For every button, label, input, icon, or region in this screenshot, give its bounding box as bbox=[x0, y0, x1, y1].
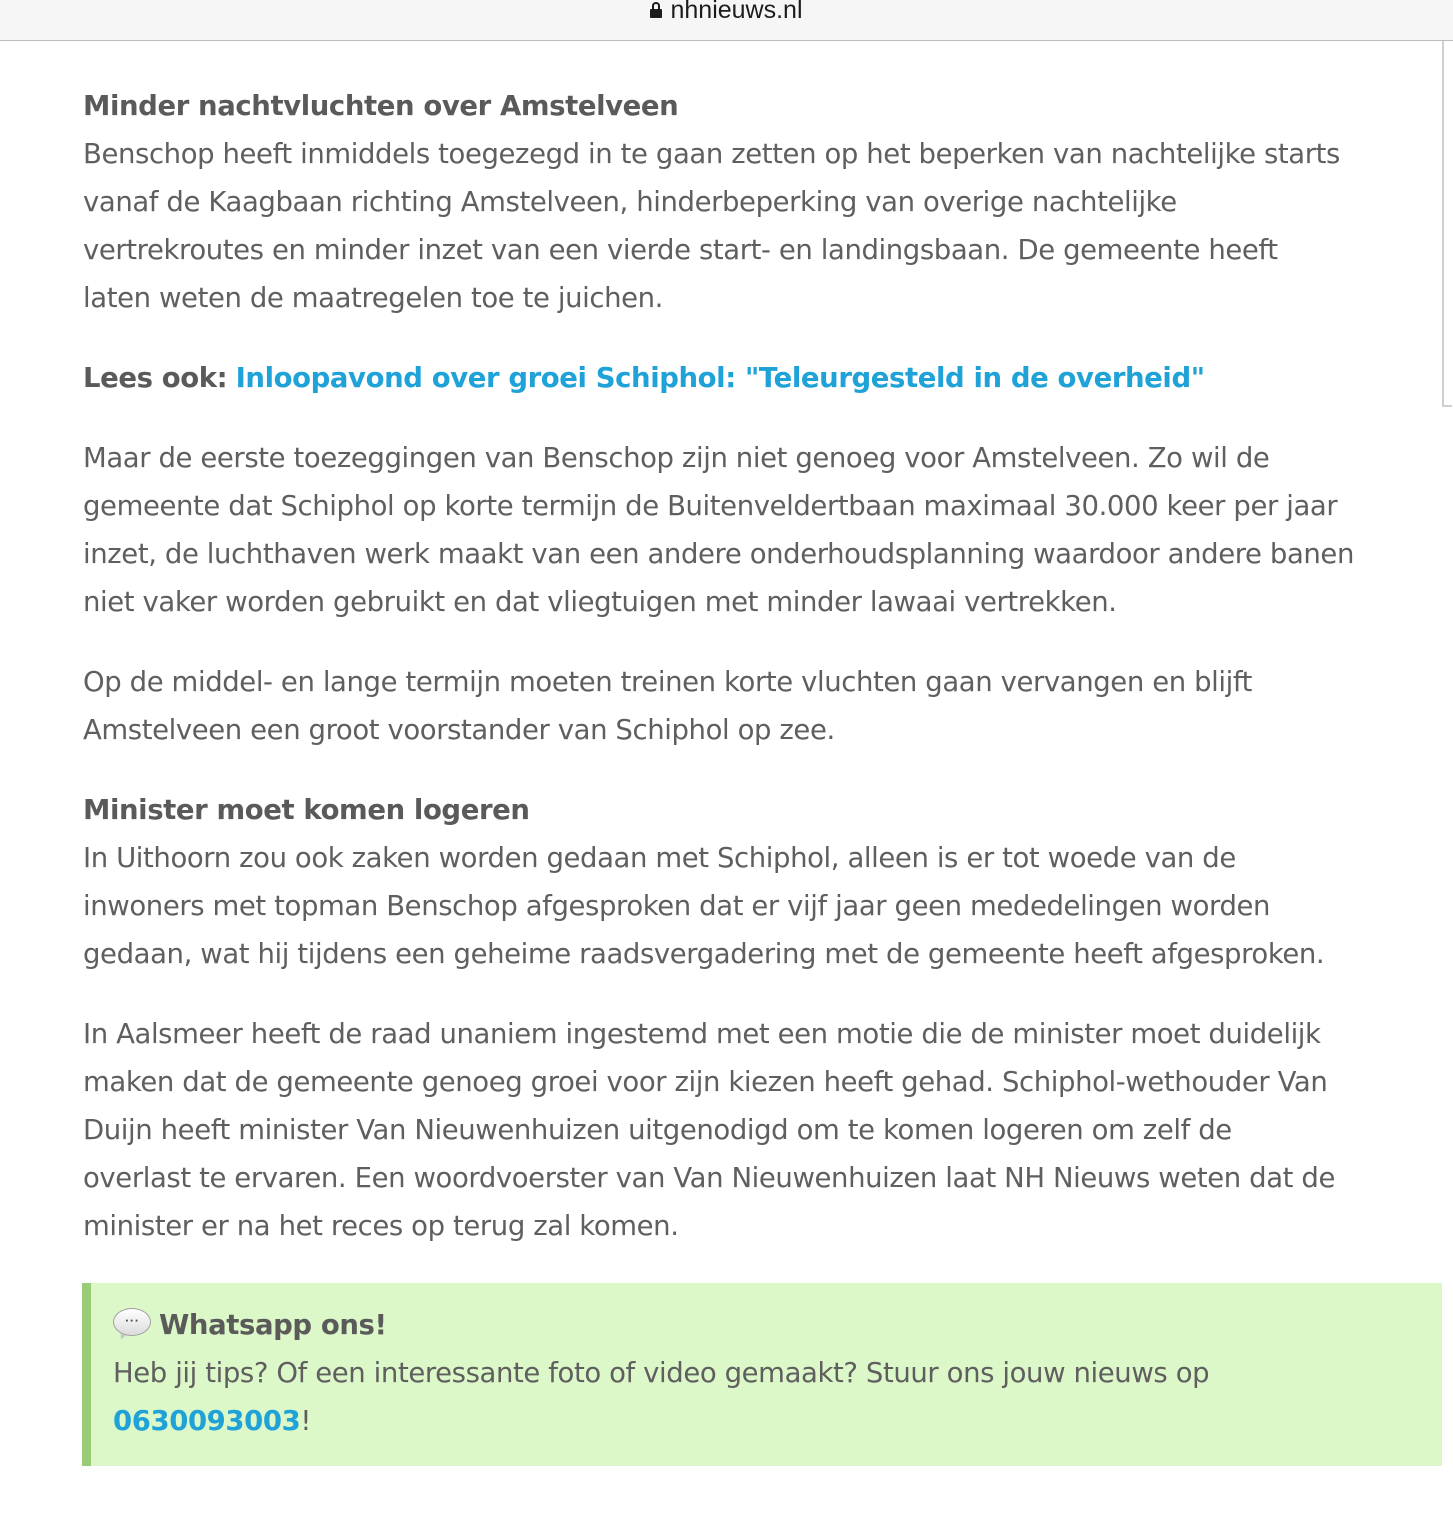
callout-title: Whatsapp ons! bbox=[159, 1309, 387, 1341]
text-line: minister er na het reces op terug zal komen. bbox=[83, 1210, 679, 1242]
text-line: inwoners met topman Benschop afgesproken dat er vijf jaar geen mededelingen worden bbox=[83, 890, 1271, 922]
text-line: vanaf de Kaagbaan richting Amstelveen, hinderbeperking van overige nachtelijke bbox=[83, 186, 1177, 218]
paragraph-uithoorn bbox=[83, 834, 1448, 978]
text-line: vertrekroutes en minder inzet van een vierde start- en landingsbaan. De gemeente heeft bbox=[83, 234, 1278, 266]
text-line: overlast te ervaren. Een woordvoerster van Van Nieuwenhuizen laat NH Nieuws weten dat de bbox=[83, 1162, 1335, 1194]
paragraph-long-term bbox=[83, 658, 1448, 754]
callout-phone-row bbox=[113, 1397, 1442, 1445]
section-heading-minister: Minister moet komen logeren bbox=[83, 794, 530, 826]
lock-icon bbox=[650, 2, 662, 18]
text-line: Maar de eerste toezeggingen van Benschop zijn niet genoeg voor Amstelveen. Zo wil de bbox=[83, 442, 1270, 474]
whatsapp-callout bbox=[82, 1283, 1442, 1466]
callout-text: Heb jij tips? Of een interessante foto of video gemaakt? Stuur ons jouw nieuws op bbox=[113, 1357, 1210, 1389]
text-line: Benschop heeft inmiddels toegezegd in te gaan zetten op het beperken van nachtelijke starts bbox=[83, 138, 1340, 170]
url-text: nhnieuws.nl bbox=[670, 0, 803, 24]
text-line: laten weten de maatregelen toe te juichen. bbox=[83, 282, 664, 314]
url-display[interactable] bbox=[650, 0, 802, 24]
paragraph-aalsmeer bbox=[83, 1010, 1448, 1250]
text-line: Duijn heeft minister Van Nieuwenhuizen uitgenodigd om te komen logeren om zelf de bbox=[83, 1114, 1232, 1146]
text-line: inzet, de luchthaven werk maakt van een andere onderhoudsplanning waardoor andere banen bbox=[83, 538, 1354, 570]
browser-address-bar[interactable] bbox=[0, 0, 1453, 41]
callout-suffix: ! bbox=[300, 1405, 311, 1437]
text-line: Amstelveen een groot voorstander van Schiphol op zee. bbox=[83, 714, 835, 746]
read-also-link[interactable]: Inloopavond over groei Schiphol: "Teleurgesteld in de overheid" bbox=[235, 362, 1205, 394]
section-heading-night-flights: Minder nachtvluchten over Amstelveen bbox=[83, 90, 679, 122]
speech-bubble-icon: ··· bbox=[113, 1308, 151, 1338]
text-line: In Uithoorn zou ook zaken worden gedaan met Schiphol, alleen is er tot woede van de bbox=[83, 842, 1236, 874]
phone-link[interactable]: 0630093003 bbox=[113, 1405, 301, 1437]
callout-title-row bbox=[113, 1301, 1442, 1349]
text-line: Op de middel- en lange termijn moeten treinen korte vluchten gaan vervangen en blijft bbox=[83, 666, 1253, 698]
text-line: gedaan, wat hij tijdens een geheime raadsvergadering met de gemeente heeft afgesproken. bbox=[83, 938, 1325, 970]
text-line: niet vaker worden gebruikt en dat vliegtuigen met minder lawaai vertrekken. bbox=[83, 586, 1117, 618]
read-also bbox=[83, 354, 1448, 402]
text-line: maken dat de gemeente genoeg groei voor zijn kiezen heeft gehad. Schiphol-wethouder Van bbox=[83, 1066, 1328, 1098]
paragraph-benschop bbox=[83, 130, 1448, 322]
text-line: In Aalsmeer heeft de raad unaniem ingestemd met een motie die de minister moet duidelijk bbox=[83, 1018, 1321, 1050]
article-body bbox=[83, 82, 1448, 1250]
read-also-label: Lees ook: bbox=[83, 362, 228, 394]
paragraph-amstelveen bbox=[83, 434, 1448, 626]
text-line: gemeente dat Schiphol op korte termijn de Buitenveldertbaan maximaal 30.000 keer per jaar bbox=[83, 490, 1338, 522]
